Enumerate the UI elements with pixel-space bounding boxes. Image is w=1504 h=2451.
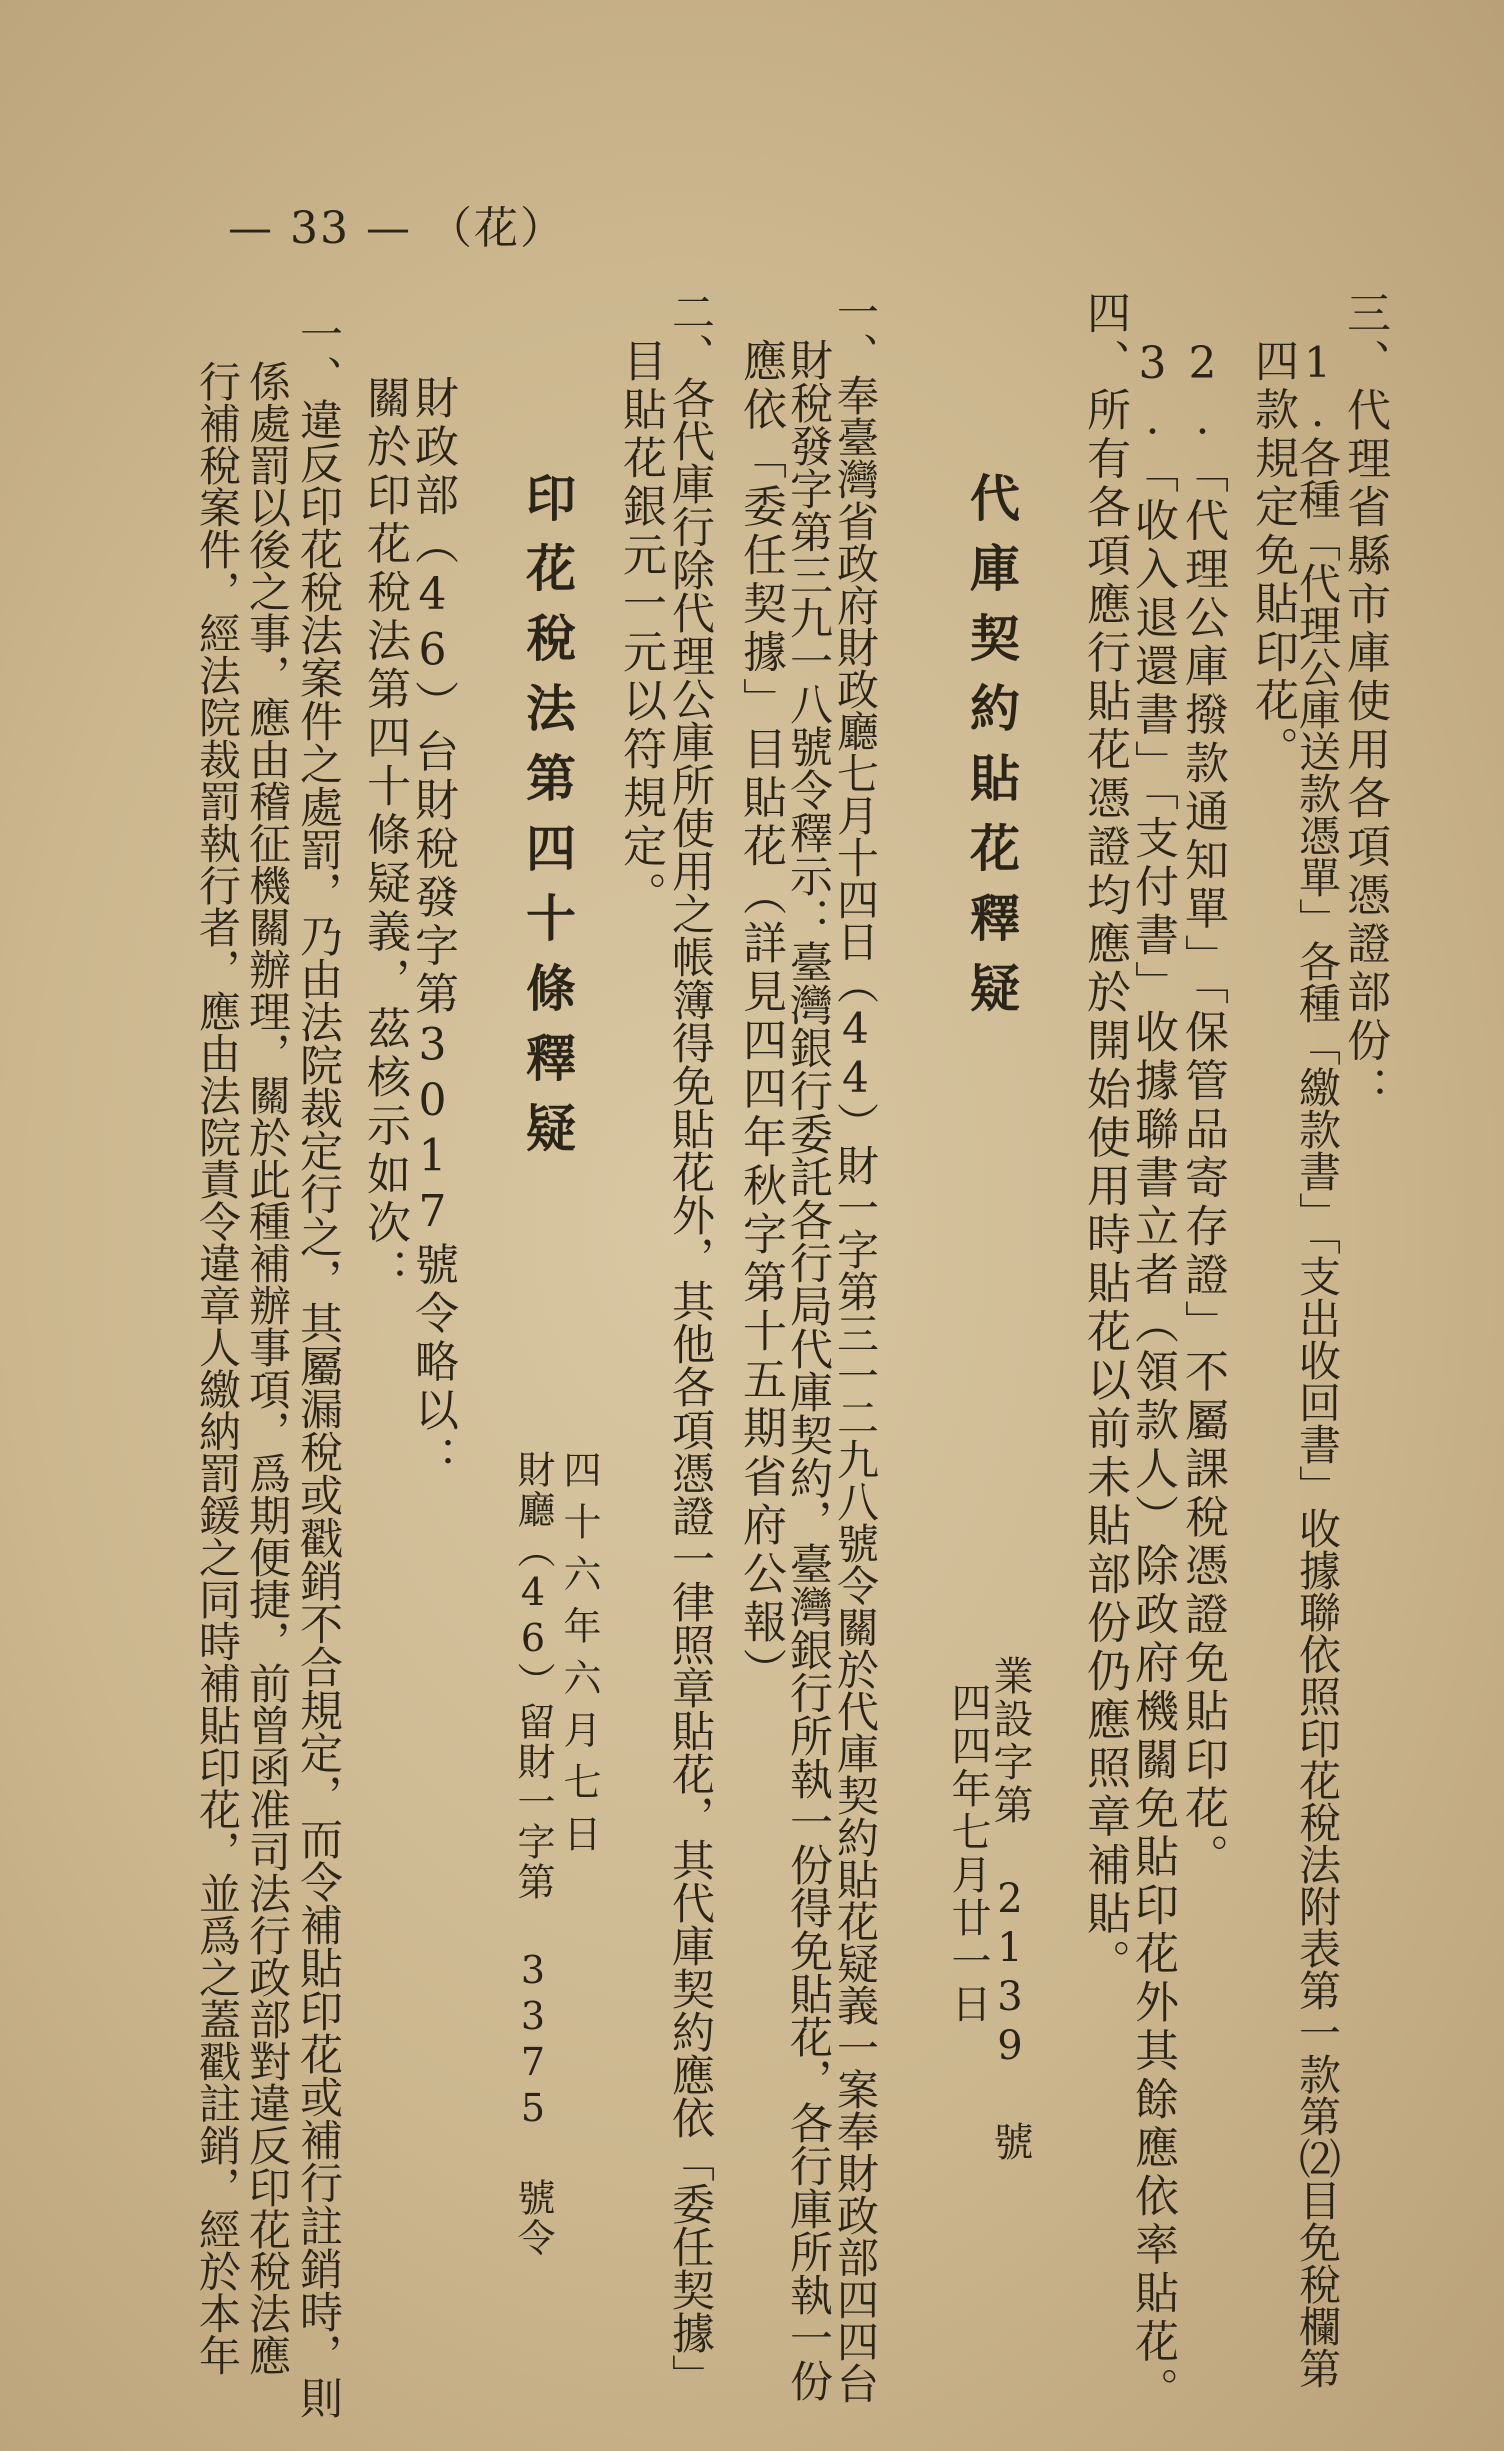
section1-ref-date: 四四年七月廿一日 [945, 1682, 991, 2026]
section2-ref: 財廳（46）留財一字第 3375 號令 [511, 1450, 555, 2258]
s1-item-4: 四、所有各項應行貼花憑證均應於開始使用時貼花以前未貼部份仍應照章補貼。 [1079, 290, 1130, 1988]
s1-item-3-3: 3.「收入退還書」「支付書」收據聯書立者（領款人）除政府機關免貼印花外其餘應依率貼花。 [1127, 338, 1178, 2416]
s1-item-3-1: 1.各種「代理公庫送款憑單」各種「繳款書」「支出收回書」收據聯依照印花稅法附表第一款第⑵目免稅欄第 [1293, 338, 1342, 2389]
s2-intro-1: 財政部（46）台財稅發字第3017號令略以： [407, 375, 458, 1484]
s1-item-1-cont1: 財稅發字第三九一八號令釋示：臺灣銀行委託各行局代庫契約，臺灣銀行所執一份得免貼花，各行庫所執一份 [783, 338, 833, 2402]
s1-item-3: 三、代理省縣市庫使用各項憑證部份： [1339, 290, 1390, 1115]
s1-item-2: 二、各代庫行除代理公庫所使用之帳簿得免貼花外，其他各項憑證一律照章貼花，其代庫契約應依「委任契據」 [665, 290, 715, 2397]
section1-title: 代庫契約貼花釋疑 [962, 472, 1021, 1032]
section1-ref-no: 業設字第 2139 號 [987, 1655, 1033, 2164]
s2-item-1: 一、違反印花稅法案件之處罰，乃由法院裁定行之，其屬漏稅或戳銷不合規定，而令補貼印花或補行註銷時，則 [293, 312, 343, 2419]
page-header: — 33 — （花） [228, 203, 566, 254]
s2-item-1-cont2: 行補稅案件，經法院裁罰執行者，應由法院責令違章人繳納罰鍰之同時補貼印花，並爲之蓋戳註銷，經於本年 [193, 360, 242, 2376]
s1-item-2-cont: 目貼花銀元一元以符規定。 [615, 338, 666, 920]
s1-item-1-cont2: 應依「委任契據」目貼花（詳見四四年秋字第十五期省府公報） [735, 338, 786, 1696]
s1-item-3-1-cont: 四款規定免貼印花。 [1247, 338, 1298, 775]
s1-item-1: 一、奉臺灣省政府財政廳七月十四日（44）財一字第三一二九八號令關於代庫契約貼花疑義一案奉財政部四四台 [831, 290, 880, 2404]
s1-item-3-2: 2.「代理公庫撥款通知單」「保管品寄存證」不屬課稅憑證免貼印花。 [1177, 338, 1228, 1882]
s2-item-1-cont1: 係處罰以後之事，應由稽征機關辦理，關於此種補辦事項，爲期便捷，前曾函准司法行政部對違反印花稅法應 [243, 360, 292, 2376]
section2-title: 印花稅法第四十條釋疑 [518, 472, 577, 1172]
s2-intro-2: 關於印花稅法第四十條疑義，茲核示如次： [359, 375, 410, 1297]
section2-date: 四十六年六月七日 [557, 1450, 601, 1866]
